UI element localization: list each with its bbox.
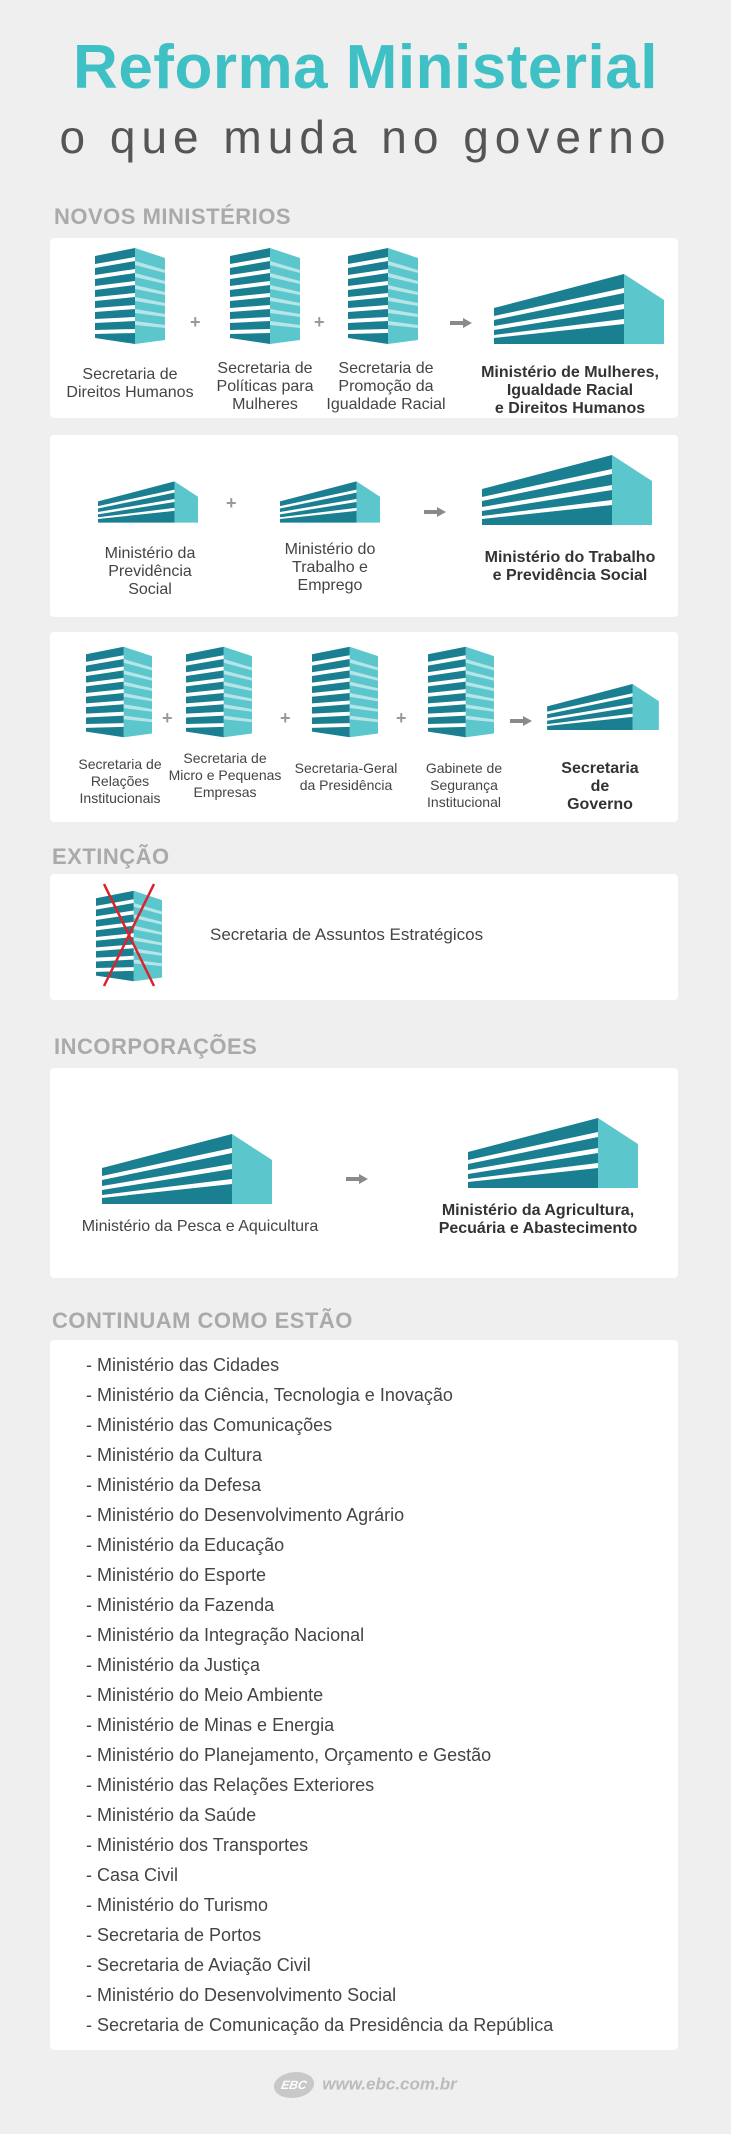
continuam-list <box>86 1350 553 2040</box>
label-igualdade-racial: Secretaria de Promoção da Igualdade Racial <box>326 360 446 413</box>
list-item: - Ministério das Comunicações <box>86 1415 333 1435</box>
label-secretaria-geral: Secretaria-Geral da Presidência <box>294 760 398 793</box>
building-flat-icon <box>482 455 652 525</box>
building-flat-icon <box>494 274 664 344</box>
list-item: - Ministério da Educação <box>86 1535 285 1555</box>
section-heading-novos: NOVOS MINISTÉRIOS <box>54 204 292 229</box>
building-flat-icon <box>102 1134 272 1204</box>
list-item: - Ministério das Cidades <box>86 1355 280 1375</box>
label-relacoes-institucionais: Secretaria de Relações Institucionais <box>78 756 162 806</box>
card-novos-group-2 <box>50 435 678 617</box>
list-item: - Ministério da Fazenda <box>86 1595 275 1615</box>
list-item: - Secretaria de Aviação Civil <box>86 1955 311 1975</box>
section-heading-incorporacoes: INCORPORAÇÕES <box>54 1034 258 1059</box>
ebc-logo: EBC <box>272 2072 317 2098</box>
card-novos-group-1 <box>50 238 678 418</box>
label-result-trabalho: Ministério do Trabalho e Previdência Social <box>484 549 656 584</box>
list-item: - Ministério da Ciência, Tecnologia e Inovação <box>86 1385 453 1405</box>
list-item: - Ministério do Desenvolvimento Agrário <box>86 1505 405 1525</box>
plus-sign: + <box>190 312 201 332</box>
label-assuntos-estrategicos: Secretaria de Assuntos Estratégicos <box>210 925 484 944</box>
building-flat-icon <box>468 1118 638 1188</box>
plus-sign: + <box>226 493 237 513</box>
section-heading-extincao: EXTINÇÃO <box>52 844 170 869</box>
arrow-right-icon <box>510 716 532 726</box>
crossed-out-icon <box>100 882 160 990</box>
label-result-governo: Secretaria de Governo <box>561 760 639 813</box>
building-icon <box>428 646 494 738</box>
building-icon <box>348 248 418 344</box>
footer <box>0 2072 731 2098</box>
label-gabinete-seguranca: Gabinete de Segurança Institucional <box>425 760 503 810</box>
building-icon <box>312 646 378 738</box>
building-flat-icon <box>98 481 198 523</box>
card-incorporacoes <box>50 1068 678 1278</box>
plus-sign: + <box>162 708 173 728</box>
page-subtitle: o que muda no governo <box>59 111 672 163</box>
label-result-mulheres: Ministério de Mulheres, Igualdade Racial e Direitos Humanos <box>481 364 659 417</box>
list-item: - Secretaria de Comunicação da Presidência da República <box>86 2015 554 2035</box>
arrow-right-icon <box>346 1174 368 1184</box>
label-micro-pequenas: Secretaria de Micro e Pequenas Empresas <box>168 750 282 800</box>
list-item: - Ministério do Esporte <box>86 1565 267 1585</box>
list-item: - Ministério da Defesa <box>86 1475 262 1495</box>
list-item: - Secretaria de Portos <box>86 1925 262 1945</box>
label-agricultura: Ministério da Agricultura, Pecuária e Abastecimento <box>438 1202 638 1237</box>
list-item: - Casa Civil <box>86 1865 179 1885</box>
list-item: - Ministério do Planejamento, Orçamento e Gestão <box>86 1745 492 1765</box>
label-pesca-aquicultura: Ministério da Pesca e Aquicultura <box>81 1218 319 1235</box>
building-icon <box>86 646 152 738</box>
page-title: Reforma Ministerial <box>73 33 658 102</box>
label-trabalho-emprego: Ministério do Trabalho e Emprego <box>284 541 376 594</box>
label-direitos-humanos: Secretaria de Direitos Humanos <box>66 366 194 401</box>
card-extincao <box>50 874 678 1000</box>
footer-url[interactable]: www.ebc.com.br <box>322 2074 457 2094</box>
list-item: - Ministério das Relações Exteriores <box>86 1775 375 1795</box>
list-item: - Ministério da Integração Nacional <box>86 1625 365 1645</box>
list-item: - Ministério do Desenvolvimento Social <box>86 1985 397 2005</box>
list-item: - Ministério do Meio Ambiente <box>86 1685 324 1705</box>
section-heading-continuam: CONTINUAM COMO ESTÃO <box>52 1308 353 1333</box>
building-flat-icon <box>546 684 660 730</box>
list-item: - Ministério do Turismo <box>86 1895 269 1915</box>
list-item: - Ministério de Minas e Energia <box>86 1715 335 1735</box>
plus-sign: + <box>280 708 291 728</box>
list-item: - Ministério da Cultura <box>86 1445 263 1465</box>
arrow-right-icon <box>450 318 472 328</box>
list-item: - Ministério da Justiça <box>86 1655 261 1675</box>
building-icon <box>95 248 165 344</box>
building-flat-icon <box>280 481 380 523</box>
plus-sign: + <box>314 312 325 332</box>
building-icon <box>230 248 300 344</box>
list-item: - Ministério da Saúde <box>86 1805 257 1825</box>
label-politicas-mulheres: Secretaria de Políticas para Mulheres <box>216 360 314 413</box>
label-previdencia: Ministério da Previdência Social <box>104 545 196 598</box>
list-item: - Ministério dos Transportes <box>86 1835 309 1855</box>
arrow-right-icon <box>424 507 446 517</box>
card-novos-group-3 <box>50 632 678 822</box>
plus-sign: + <box>396 708 407 728</box>
building-icon <box>186 646 252 738</box>
